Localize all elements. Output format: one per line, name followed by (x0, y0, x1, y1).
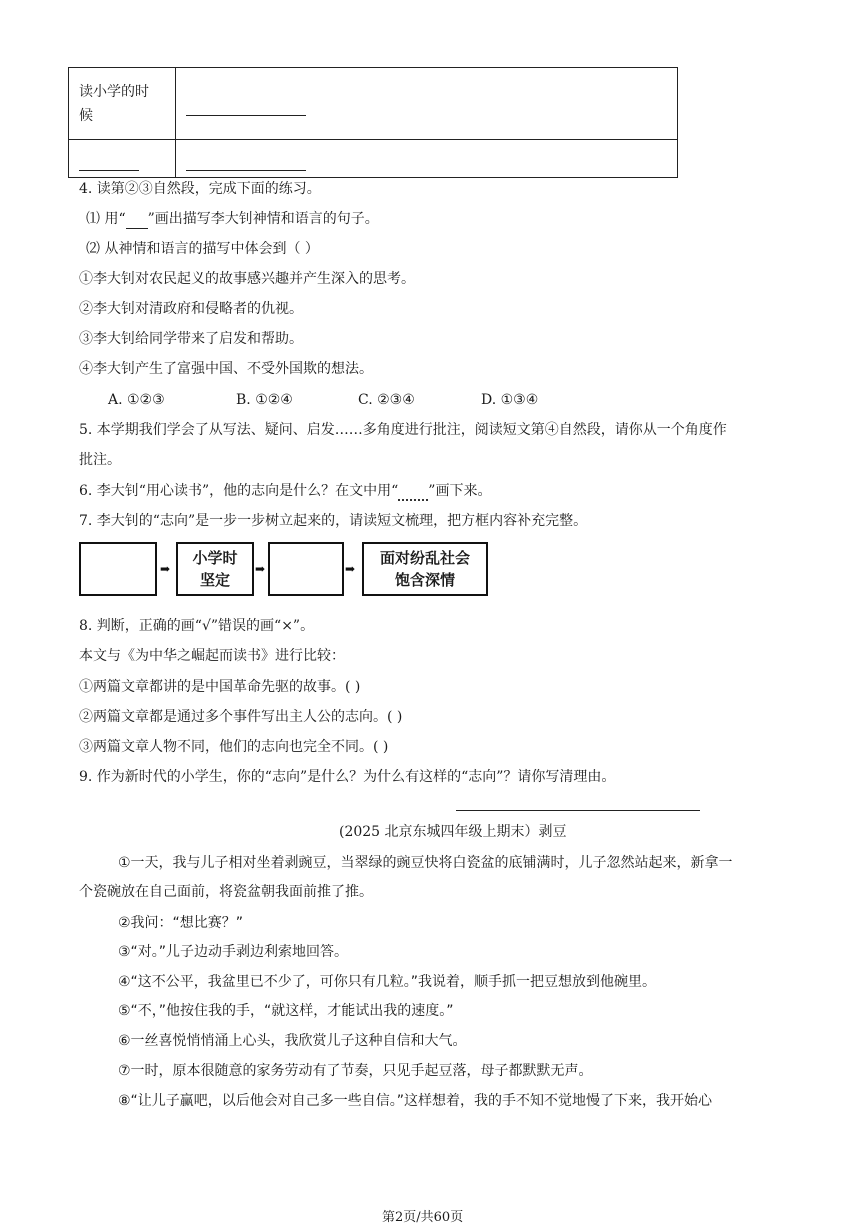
q4-sub1 (86, 209, 379, 229)
q4-item4: ④李大钊产生了富强中国、不受外国欺的想法。 (79, 361, 373, 377)
page-number: 第2页/共60页 (382, 1210, 464, 1225)
q4-item2: ②李大钊对清政府和侵略者的仇视。 (79, 301, 303, 317)
flow-box-chaotic-society (362, 542, 488, 596)
story-p7: ⑦一时，原本很随意的家务劳动有了节奏，只见手起豆落，母子都默默无声。 (118, 1063, 593, 1079)
q6-part-a: 6. 李大钊“用心读书”，他的志向是什么？在文中用“ (79, 483, 399, 499)
flow-box-primary-school (176, 542, 254, 596)
wavy-underline-mark (398, 487, 428, 501)
flow-box-4-line1: 面对纷乱社会 (379, 549, 470, 567)
story-p5: ⑤“不，”他按住我的手，“就这样，才能试出我的速度。” (118, 1003, 454, 1019)
story-p4: ④“这不公平，我盆里已不少了，可你只有几粒。”我说着，顺手抓一把豆想放到他碗里。 (118, 974, 657, 990)
q4-stem: 4. 读第②③自然段，完成下面的练习。 (79, 181, 321, 197)
story-p2: ②我问：“想比赛？” (118, 915, 244, 931)
story-p6: ⑥一丝喜悦悄悄涌上心头，我欣赏儿子这种自信和大气。 (118, 1033, 467, 1049)
q8-statement-1: ①两篇文章都讲的是中国革命先驱的故事。( ) (79, 679, 361, 695)
q4-item3: ③李大钊给同学带来了启发和帮助。 (79, 331, 303, 347)
q9-answer-line[interactable] (456, 810, 700, 811)
answer-blank[interactable] (186, 95, 306, 116)
q4-option-a[interactable]: A. ①②③ (108, 392, 165, 408)
q5-line1: 5. 本学期我们学会了从写法、疑问、启发……多角度进行批注，阅读短文第④自然段，请你从一个角度作 (79, 422, 727, 438)
arrow-right-icon: ➡ (255, 562, 266, 576)
table-cell-answer[interactable] (176, 140, 678, 178)
answer-table (68, 67, 678, 178)
aspiration-flowchart (79, 542, 499, 600)
story-p3: ③“对。”儿子边动手剥边利索地回答。 (118, 944, 349, 960)
q8-stem: 8. 判断，正确的画“√”错误的画“×”。 (79, 618, 315, 634)
q4-option-c[interactable]: C. ②③④ (358, 392, 415, 408)
q8-intro: 本文与《为中华之崛起而读书》进行比较： (79, 648, 345, 664)
story-p1-line2: 个瓷碗放在自己面前，将瓷盆朝我面前推了推。 (79, 884, 373, 900)
story-p8: ⑧“让儿子赢吧，以后他会对自己多一些自信。”这样想着，我的手不知不觉地慢了下来，我开始心 (118, 1093, 713, 1109)
story-p1-line1: ①一天，我与儿子相对坐着剥豌豆，当翠绿的豌豆快将白瓷盆的底铺满时，儿子忽然站起来，新拿一 (118, 855, 733, 871)
arrow-right-icon: ➡ (160, 562, 171, 576)
q6-part-b: ”画下来。 (428, 483, 492, 499)
flow-box-4-line2: 饱含深情 (394, 571, 455, 589)
answer-blank[interactable] (79, 154, 139, 171)
q9-stem: 9. 作为新时代的小学生，你的“志向”是什么？为什么有这样的“志向”？请你写清理由。 (79, 769, 616, 785)
q4-sub1-part-a: ⑴ 用“ (86, 211, 126, 227)
flow-box-2-line1: 小学时 (192, 549, 238, 567)
q4-option-d[interactable]: D. ①③④ (481, 392, 539, 408)
q8-statement-3: ③两篇文章人物不同，他们的志向也完全不同。( ) (79, 739, 389, 755)
q7-stem: 7. 李大钊的“志向”是一步一步树立起来的，请读短文梳理，把方框内容补充完整。 (79, 513, 588, 529)
answer-blank[interactable] (186, 154, 306, 171)
table-cell-answer[interactable] (176, 68, 678, 140)
flow-box-empty-1[interactable] (79, 542, 157, 596)
arrow-right-icon: ➡ (345, 562, 356, 576)
flow-box-empty-2[interactable] (268, 542, 344, 596)
table-cell-label (69, 68, 176, 140)
story-title: (2025 北京东城四年级上期末）剥豆 (339, 824, 567, 840)
q8-statement-2: ②两篇文章都是通过多个事件写出主人公的志向。( ) (79, 709, 403, 725)
flow-box-2-line2: 坚定 (199, 571, 230, 589)
table-label-line1: 读小学的时 (79, 83, 149, 100)
q4-sub1-part-b: ”画出描写李大钊神情和语言的句子。 (147, 211, 379, 227)
table-cell-label-blank[interactable] (69, 140, 176, 178)
q6-stem (79, 481, 491, 501)
table-label-line2: 候 (79, 107, 93, 124)
q4-item1: ①李大钊对农民起义的故事感兴趣并产生深入的思考。 (79, 271, 415, 287)
q4-sub2: ⑵ 从神情和语言的描写中体会到（ ） (86, 241, 319, 257)
q4-option-b[interactable]: B. ①②④ (236, 392, 293, 408)
q5-line2: 批注。 (79, 452, 121, 468)
underline-mark (126, 214, 148, 229)
